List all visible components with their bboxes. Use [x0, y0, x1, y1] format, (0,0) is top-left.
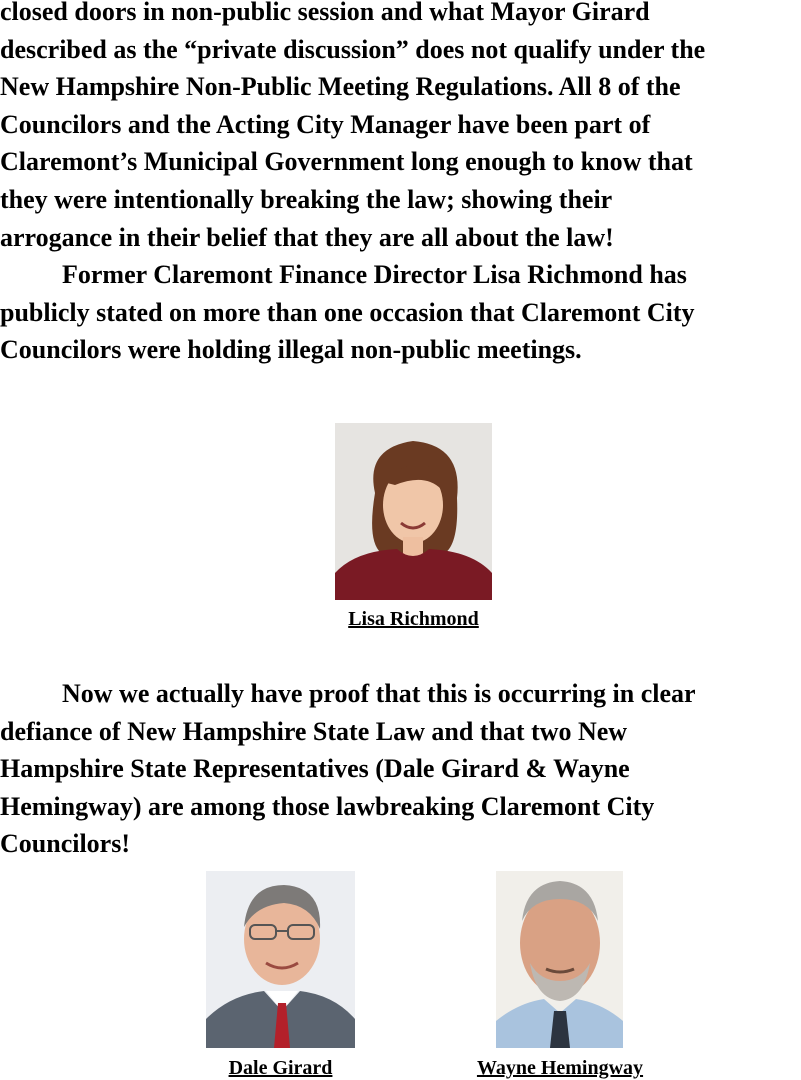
text-line: Now we actually have proof that this is occurring in clear: [62, 679, 696, 708]
text-line: they were intentionally breaking the law; showing their: [0, 184, 613, 214]
paragraph-closed-doors: [0, 0, 801, 256]
photo-dale-girard: [206, 871, 355, 1048]
text-line: described as the “private discussion” does not qualify under the: [0, 34, 706, 64]
text-line: Councilors and the Acting City Manager have been part of: [0, 109, 651, 139]
text-line: defiance of New Hampshire State Law and that two New: [0, 716, 628, 746]
text-line: Hampshire State Representatives (Dale Girard & Wayne: [0, 754, 630, 784]
portrait-image: [206, 871, 355, 1048]
text-line: Former Claremont Finance Director Lisa Richmond has: [62, 260, 687, 289]
text-line: Claremont’s Municipal Government long enough to know that: [0, 147, 693, 177]
paragraph-lisa-richmond: [0, 256, 801, 369]
text-line: arrogance in their belief that they are all about the law!: [0, 222, 614, 252]
caption-wayne-hemingway: Wayne Hemingway: [476, 1057, 644, 1079]
paragraph-proof: [0, 675, 801, 863]
text-line: Hemingway) are among those lawbreaking Claremont City: [0, 791, 655, 821]
photo-lisa-richmond: [335, 423, 492, 600]
portrait-image: [496, 871, 623, 1048]
text-line: Councilors!: [0, 829, 130, 859]
text-line: closed doors in non-public session and what Mayor Girard: [0, 0, 650, 26]
text-line: New Hampshire Non-Public Meeting Regulations. All 8 of the: [0, 72, 681, 102]
portrait-image: [335, 423, 492, 600]
photo-wayne-hemingway: [496, 871, 623, 1048]
caption-lisa-richmond: Lisa Richmond: [348, 608, 479, 630]
text-line: publicly stated on more than one occasion that Claremont City: [0, 297, 695, 327]
caption-dale-girard: Dale Girard: [228, 1057, 333, 1079]
text-line: Councilors were holding illegal non-public meetings.: [0, 335, 582, 365]
